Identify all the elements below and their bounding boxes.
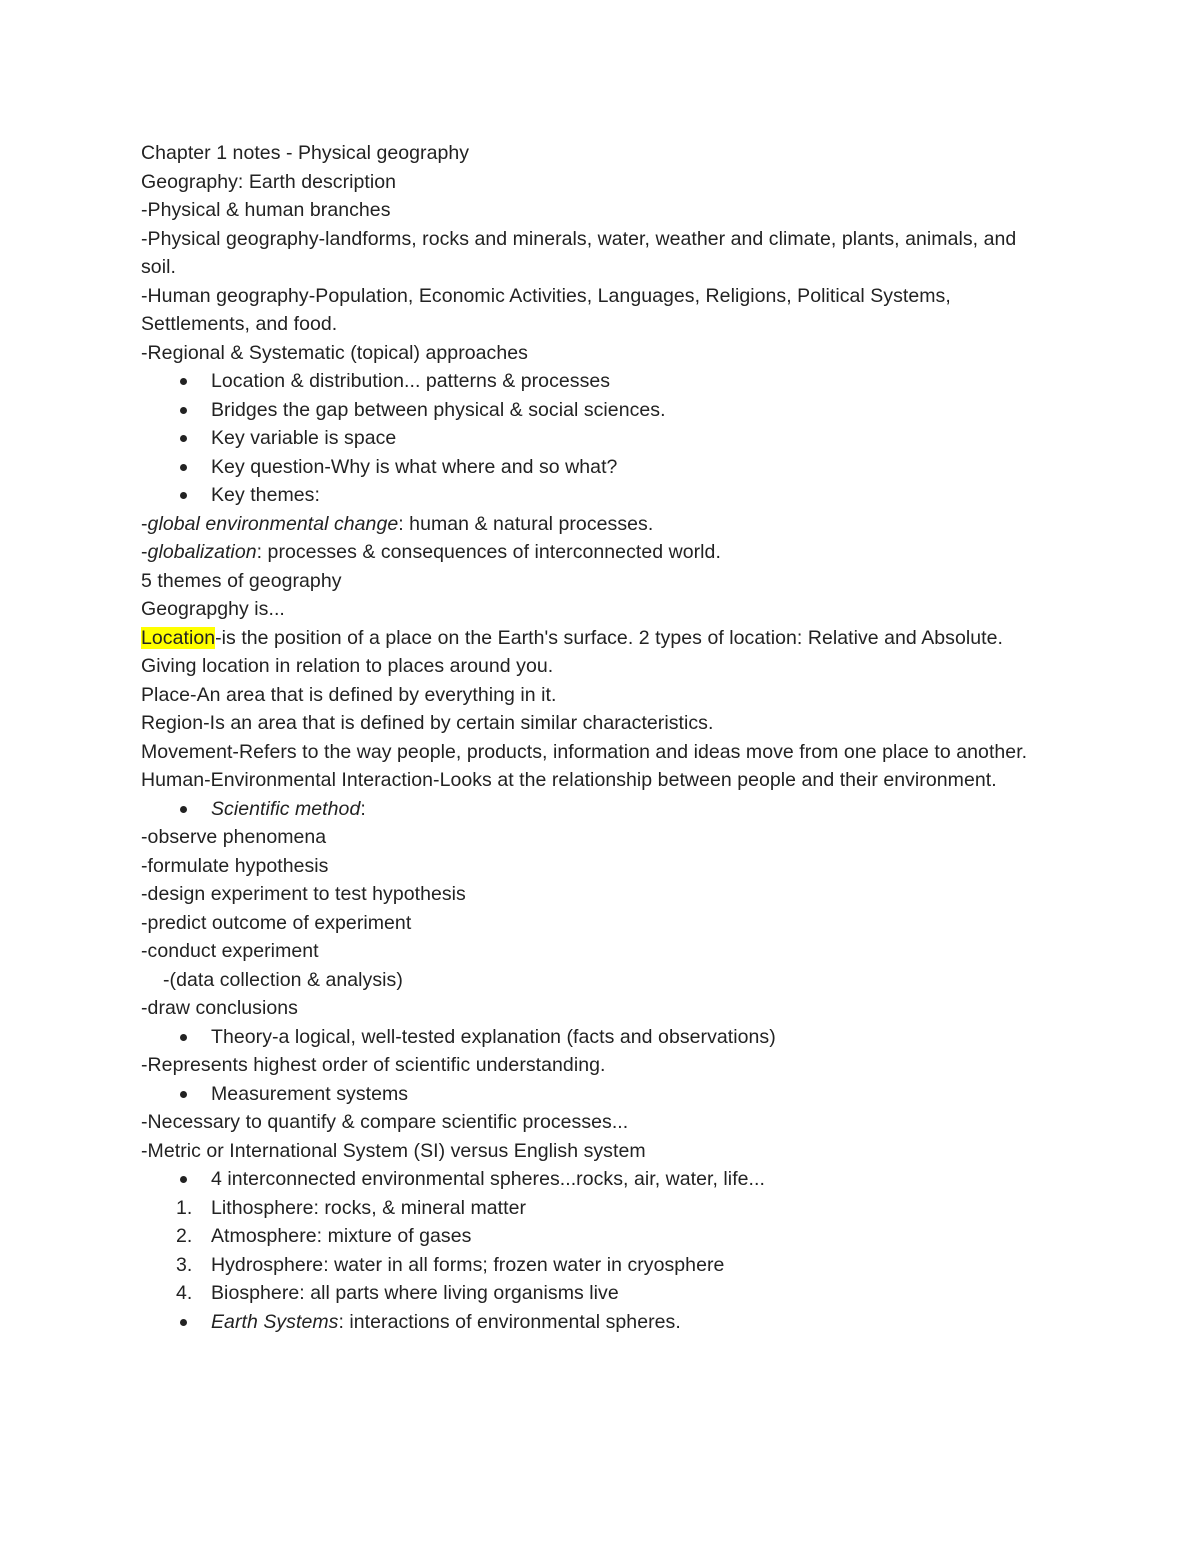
bullet-item: Measurement systems	[141, 1080, 1041, 1109]
text-line: Movement-Refers to the way people, products, information and ideas move from one place to another.	[141, 740, 1028, 763]
text-line	[141, 624, 1041, 681]
text-line: -Regional & Systematic (topical) approaches	[141, 341, 528, 364]
text-line: -conduct experiment	[141, 940, 319, 962]
text-line: -(data collection & analysis)	[163, 968, 403, 991]
text-line: Place-An area that is defined by everything in it.	[141, 683, 557, 706]
bullet-item: Location & distribution... patterns & processes	[141, 367, 1041, 396]
text-span: : processes & consequences of interconnected world.	[256, 541, 721, 563]
text-line: 5 themes of geography	[141, 569, 342, 592]
text-line: -observe phenomena	[141, 826, 327, 848]
document-page	[141, 139, 1041, 1336]
text-line: -predict outcome of experiment	[141, 911, 412, 934]
text-line: Geograpghy is...	[141, 598, 285, 620]
italic-term: globalization	[147, 541, 257, 563]
text-span: Biosphere: all parts where living organisms live	[211, 1282, 619, 1304]
italic-term: Earth Systems	[211, 1310, 339, 1333]
item-number: 2.	[176, 1225, 193, 1247]
text-line: Region-Is an area that is defined by certain similar characteristics.	[141, 712, 714, 734]
text-span: Hydrosphere: water in all forms; frozen water in cryosphere	[211, 1253, 725, 1276]
text-span: Atmosphere: mixture of gases	[211, 1225, 472, 1247]
dash-prefix: -	[141, 541, 148, 563]
numbered-item	[141, 1194, 1041, 1223]
item-number: 3.	[176, 1253, 193, 1276]
dash-prefix: -	[141, 512, 148, 535]
text-line: -design experiment to test hypothesis	[141, 883, 466, 905]
text-span: : interactions of environmental spheres.	[338, 1310, 681, 1333]
bullet-item	[141, 795, 1041, 824]
doc-title: Chapter 1 notes - Physical geography	[141, 142, 470, 164]
text-line: -Physical geography-landforms, rocks and minerals, water, weather and climate, plants, animals, and soil.	[141, 227, 1022, 278]
text-line: -Metric or International System (SI) versus English system	[141, 1139, 646, 1162]
text-line: -Represents highest order of scientific understanding.	[141, 1054, 606, 1076]
bullet-item	[141, 1308, 1041, 1337]
text-line: -draw conclusions	[141, 997, 298, 1019]
text-line	[141, 510, 1041, 539]
bullet-item: 4 interconnected environmental spheres...rocks, air, water, life...	[141, 1165, 1041, 1194]
text-line	[141, 538, 1041, 567]
bullet-item: Key variable is space	[141, 424, 1041, 453]
bullet-item: Key themes:	[141, 481, 1041, 510]
bullet-item: Theory-a logical, well-tested explanation (facts and observations)	[141, 1023, 1041, 1052]
numbered-item	[141, 1251, 1041, 1280]
text-span: -is the position of a place on the Earth's surface. 2 types of location: Relative and Absolute. Giving location in relation to places around you.	[141, 626, 1009, 677]
italic-term: Scientific method	[211, 797, 361, 820]
italic-term: global environmental change	[147, 512, 399, 535]
text-line: Geography: Earth description	[141, 170, 397, 193]
item-number: 1.	[176, 1196, 193, 1219]
text-line: -formulate hypothesis	[141, 854, 329, 877]
bullet-item: Key question-Why is what where and so what?	[141, 453, 1041, 482]
item-number: 4.	[176, 1282, 193, 1304]
text-span: : human & natural processes.	[398, 512, 654, 535]
text-line: -Necessary to quantify & compare scientific processes...	[141, 1111, 629, 1133]
numbered-item	[141, 1279, 1041, 1308]
text-span: Lithosphere: rocks, & mineral matter	[211, 1196, 527, 1219]
numbered-item	[141, 1222, 1041, 1251]
text-line: -Human geography-Population, Economic Activities, Languages, Religions, Political Systems, Settlements, and food.	[141, 284, 957, 335]
text-line: Human-Environmental Interaction-Looks at the relationship between people and their environment.	[141, 769, 997, 791]
highlighted-term: Location	[141, 626, 216, 649]
text-span: :	[360, 797, 366, 820]
text-line: -Physical & human branches	[141, 199, 391, 221]
bullet-item: Bridges the gap between physical & social sciences.	[141, 396, 1041, 425]
